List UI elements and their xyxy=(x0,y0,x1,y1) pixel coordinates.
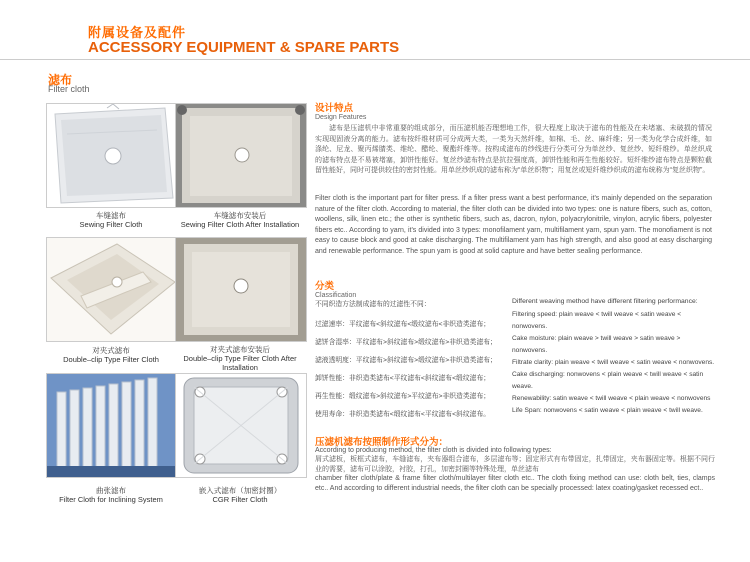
section-title-en: Filter cloth xyxy=(48,84,90,94)
design-heading xyxy=(315,100,366,121)
photo-double-clip-filter-cloth xyxy=(46,237,178,342)
classification-row-en: Life Span: nonwovens < satin weave < plain weave < twill weave. xyxy=(512,407,703,414)
section-title-cn: 滤布 xyxy=(48,73,73,87)
caption-cn: 嵌入式滤布（加密封圈） xyxy=(198,486,282,495)
classification-row-en: Renewability: satin weave < twill weave < plain weave < nonwovens xyxy=(512,395,711,402)
production-intro-en: According to producing method, the filter cloth is divided into following types: xyxy=(315,447,552,454)
photo-double-clip-filter-cloth-installed xyxy=(175,237,307,342)
caption-en: Double–clip Type Filter Cloth xyxy=(63,355,159,364)
production-body-cn: 屑式滤板，板框式滤布，车缝滤布，夹布器组合滤布，多层滤布等；固定形式有布带固定，扎带固定，夹布器固定等。根据不同行业的需要，滤布可以涂胶，衬胶，打孔，加密封圈等特殊处理，单丝滤布 xyxy=(315,456,715,473)
classification-row-cn: 卸饼性能：非织造类滤布<平纹滤布<斜纹滤布<缎纹滤布； xyxy=(315,375,491,382)
caption-cn: 曲张滤布 xyxy=(96,486,126,495)
classification-intro-cn: 不同织造方法制成滤布的过滤性不同： xyxy=(315,301,431,308)
classification-row-cn: 滤饼含湿率：平纹滤布>斜纹滤布>缎纹滤布>非织造类滤布； xyxy=(315,339,497,346)
caption-en: Double–clip Type Filter Cloth After Installation xyxy=(183,354,297,372)
caption-cn: 车缝滤布安装后 xyxy=(213,211,267,220)
classification-heading xyxy=(315,278,356,299)
caption-cn: 对夹式滤布 xyxy=(92,346,130,355)
header-title-en: ACCESSORY EQUIPMENT & SPARE PARTS xyxy=(88,39,400,56)
header-divider xyxy=(0,59,750,60)
classification-title-cn: 分类 xyxy=(315,281,335,292)
classification-row-cn: 再生性能：缎纹滤布>斜纹滤布>平纹滤布>非织造类滤布； xyxy=(315,393,491,400)
classification-row-en: Filtrate clarity: plain weave < twill weave < satin weave < nonwovens. xyxy=(512,359,715,366)
caption-en: Sewing Filter Cloth xyxy=(79,220,143,229)
production-title-cn: 压滤机滤布按照制作形式分为： xyxy=(315,437,449,448)
classification-row-cn: 过滤速率：平纹滤布<斜纹滤布<缎纹滤布<非织造类滤布； xyxy=(315,321,491,328)
classification-row-cn: 滤液透明度：平纹滤布>斜纹滤布>缎纹滤布>非织造类滤布； xyxy=(315,357,497,364)
classification-title-en: Classification xyxy=(315,292,357,299)
caption-en: Sewing Filter Cloth After Installation xyxy=(180,220,300,229)
design-body-en: Filter cloth is the important part for filter press. If a filter press want a best performance, it's mainly depended on the separation nature of the filter cloth. According to material, the filter cloth can be divided into two types: one is nature fibers, such as, cotton, woollens, silk, linen etc.; the other is synthetic fibers, such as, dacron, nylon, polyacrylonitrile, vinylon, acrylic fibers, polyester fibers etc.. According to yarn, it's divided into 3 types: monofilament yarn, multifilament yarn, spun yarn. The monofiament is not easy to cause block and good at cake discharging. The multifilament yarn has high strength, and also good at easy discharging and renewable performance. The spun yarn is good at solid capture and have better sealing performance. xyxy=(315,195,712,255)
caption-en: Filter Cloth for Inclining System xyxy=(59,495,163,504)
production-body-en: chamber filter cloth/plate & frame filter cloth/multilayer filter cloth etc.. The cloth fixing method can use: cloth belt, ties, clamps etc.. And according to different industrial needs, the filter cloth can be specially processed: latex coating/gasket recessed ect.. xyxy=(315,475,715,492)
caption-cn: 对夹式滤布安装后 xyxy=(210,345,270,354)
classification-row-en: Cake moisture: plain weave > twill weave > satin weave > nonwovens. xyxy=(512,335,681,354)
classification-row-cn: 使用寿命：非织造类滤布<缎纹滤布<平纹滤布<斜纹滤布。 xyxy=(315,411,491,418)
caption-en: CGR Filter Cloth xyxy=(212,495,268,504)
photo-sewing-filter-cloth-installed xyxy=(175,103,307,208)
caption-cn: 车缝滤布 xyxy=(96,211,126,220)
photo-sewing-filter-cloth xyxy=(46,103,178,208)
design-title-cn: 设计特点 xyxy=(315,103,354,114)
photo-cgr-filter-cloth xyxy=(175,373,307,478)
design-body-cn: 滤布是压滤机中非常重要的组成部分，而压滤机能否理想地工作，很大程度上取决于滤布的性能及在未堵塞、未破损的情况实现现固液分离的能力。滤布按纤维材质可分成两大类，一类为天然纤维，如棉、毛、丝、麻纤维；另一类为化学合成纤维，如涤纶、尼龙、聚丙烯腈类、维纶、醋纶、聚酯纤维等。按构成滤布的纱线进行分类可分为单丝纱、复丝纱、短纤维纱。单丝织成的滤布特点是不易被堵塞，卸饼性能好。复丝纱滤布特点是抗拉强度高，卸饼性能和再生性能较好。短纤维纱滤布特点是颗粒截留性能好，同时可提供较佳的密封性能。用单丝纱织成的滤布称为“单丝织物”；用复丝或短纤维纱织成的滤布统称为“复丝织物”。 xyxy=(315,125,712,174)
classification-row-en: Cake discharging: nonwovens < plain weave < twill weave < satin weave. xyxy=(512,371,704,390)
classification-intro-en: Different weaving method have different filtering performance: xyxy=(512,298,698,305)
header-title-cn: 附属设备及配件 xyxy=(88,25,187,40)
classification-row-en: Filtering speed: plain weave < twill weave < satin weave < nonwovens. xyxy=(512,311,682,330)
design-title-en: Design Features xyxy=(315,114,367,121)
photo-inclining-system-filter-cloth xyxy=(46,373,178,478)
